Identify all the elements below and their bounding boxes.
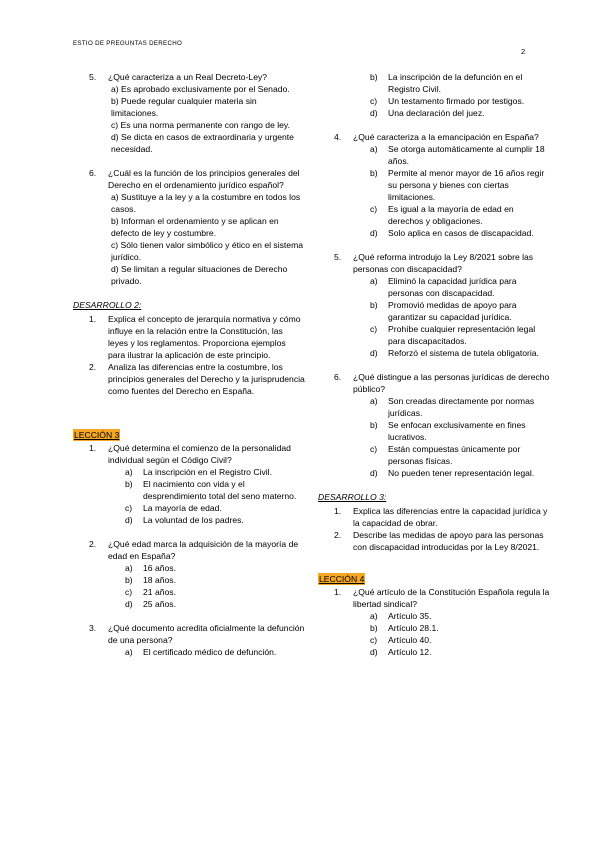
development-item — [318, 529, 550, 553]
left-column — [73, 71, 305, 670]
item-text: Describe las medidas de apoyo para las personas con discapacidad introducidas por la Ley 8/2021. — [353, 530, 544, 552]
question-number: 2. — [89, 539, 97, 549]
option-letter: b) — [370, 300, 378, 310]
option-letter: b) — [370, 420, 378, 430]
question-number: 1. — [89, 443, 97, 453]
option-text: Prohíbe cualquier representación legal para discapacitados. — [388, 324, 536, 346]
option-letter: c) — [125, 587, 133, 597]
option-d — [108, 514, 305, 526]
question-number: 5. — [334, 252, 342, 262]
option-b — [353, 71, 550, 95]
option-text: 16 años. — [143, 563, 176, 573]
option-letter: c) — [370, 204, 378, 214]
item-number: 2. — [334, 530, 342, 540]
lesson3-question-1 — [73, 442, 305, 526]
option-c — [353, 323, 550, 347]
option-a: a) Es aprobado exclusivamente por el Senado. — [111, 84, 290, 94]
option-letter: a) — [370, 276, 378, 286]
question-stem: ¿Qué artículo de la Constitución Española regula la libertad sindical? — [353, 587, 550, 609]
lesson3-question-6 — [318, 371, 550, 479]
option-text: Reforzó el sistema de tutela obligatoria. — [388, 348, 539, 358]
question-number: 6. — [334, 372, 342, 382]
option-letter: c) — [370, 96, 378, 106]
option-c — [108, 502, 305, 514]
option-letter: c) — [370, 635, 378, 645]
option-c — [353, 443, 550, 467]
option-text: 21 años. — [143, 587, 176, 597]
option-text: Artículo 35. — [388, 611, 432, 621]
question-stem: ¿Qué determina el comienzo de la personalidad individual según el Código Civil? — [108, 443, 291, 465]
option-letter: a) — [125, 647, 133, 657]
option-a — [353, 275, 550, 299]
document-header: ESTIO DE PREGUNTAS DERECHO — [73, 40, 183, 47]
option-text: Una declaración del juez. — [388, 108, 485, 118]
option-d — [353, 467, 550, 479]
question-stem: ¿Cuál es la función de los principios generales del Derecho en el ordenamiento jurídico español? — [108, 168, 300, 190]
option-a — [108, 646, 305, 658]
option-d: d) Se limitan a regular situaciones de Derecho privado. — [111, 264, 288, 286]
option-text: El nacimiento con vida y el desprendimiento total del seno materno. — [143, 479, 297, 501]
section-heading-desarrollo-2: DESARROLLO 2: — [73, 300, 142, 310]
question-number: 1. — [334, 587, 342, 597]
development-item — [318, 505, 550, 529]
option-c — [108, 586, 305, 598]
option-text: La mayoría de edad. — [143, 503, 222, 513]
question-number: 3. — [89, 623, 97, 633]
option-text: Artículo 28.1. — [388, 623, 439, 633]
question-number: 5. — [89, 72, 97, 82]
question-stem: ¿Qué reforma introdujo la Ley 8/2021 sobre las personas con discapacidad? — [353, 252, 534, 274]
option-b: b) Informan el ordenamiento y se aplican en defecto de ley y costumbre. — [111, 216, 279, 238]
question-stem: ¿Qué caracteriza a la emancipación en España? — [353, 132, 539, 142]
lesson-3-heading: LECCIÓN 3 — [74, 430, 120, 440]
lesson-4-heading: LECCIÓN 4 — [319, 574, 365, 584]
option-text: No pueden tener representación legal. — [388, 468, 535, 478]
option-text: Son creadas directamente por normas jurídicas. — [388, 396, 535, 418]
option-letter: b) — [125, 575, 133, 585]
option-letter: d) — [125, 599, 133, 609]
right-column — [318, 71, 550, 670]
option-letter: d) — [370, 108, 378, 118]
option-a: a) Sustituye a la ley y a la costumbre en todos los casos. — [111, 192, 301, 214]
option-text: Se otorga automáticamente al cumplir 18 años. — [388, 144, 545, 166]
option-letter: d) — [370, 468, 378, 478]
option-letter: b) — [370, 168, 378, 178]
option-text: La voluntad de los padres. — [143, 515, 244, 525]
option-text: Están compuestas únicamente por personas físicas. — [388, 444, 521, 466]
option-text: Se enfocan exclusivamente en fines lucrativos. — [388, 420, 526, 442]
option-letter: b) — [125, 479, 133, 489]
option-text: Solo aplica en casos de discapacidad. — [388, 228, 534, 238]
option-c — [353, 634, 550, 646]
item-number: 2. — [89, 362, 97, 372]
option-text: Artículo 12. — [388, 647, 432, 657]
option-a — [353, 395, 550, 419]
option-b — [353, 167, 550, 203]
option-d — [353, 347, 550, 359]
option-text: Promovió medidas de apoyo para garantizar su capacidad jurídica. — [388, 300, 517, 322]
option-letter: d) — [370, 647, 378, 657]
option-text: 18 años. — [143, 575, 176, 585]
option-d — [353, 646, 550, 658]
option-text: Es igual a la mayoría de edad en derechos y obligaciones. — [388, 204, 514, 226]
option-letter: d) — [125, 515, 133, 525]
question-stem: ¿Qué documento acredita oficialmente la defunción de una persona? — [108, 623, 305, 645]
question-6 — [73, 167, 305, 287]
question-number: 4. — [334, 132, 342, 142]
option-b — [353, 299, 550, 323]
option-text: Un testamento firmado por testigos. — [388, 96, 525, 106]
option-a — [108, 562, 305, 574]
option-c: c) Es una norma permanente con rango de ley. — [111, 120, 290, 130]
option-d: d) Se dicta en casos de extraordinaria y urgente necesidad. — [111, 132, 294, 154]
option-letter: a) — [125, 467, 133, 477]
item-text: Analiza las diferencias entre la costumbre, los principios generales del Derecho y la jurisprudencia como fuentes del Derecho en España. — [108, 362, 305, 396]
option-letter: c) — [125, 503, 133, 513]
section-heading-desarrollo-3: DESARROLLO 3: — [318, 492, 387, 502]
option-c — [353, 95, 550, 107]
option-a — [353, 143, 550, 167]
question-5 — [73, 71, 305, 155]
option-b — [353, 622, 550, 634]
question-stem: ¿Qué caracteriza a un Real Decreto-Ley? — [108, 72, 268, 82]
option-text: La inscripción de la defunción en el Registro Civil. — [388, 72, 523, 94]
question-stem: ¿Qué edad marca la adquisición de la mayoría de edad en España? — [108, 539, 299, 561]
option-c — [353, 203, 550, 227]
lesson3-question-3 — [73, 622, 305, 658]
option-b — [108, 478, 305, 502]
option-text: Permite al menor mayor de 16 años regir su persona y bienes con ciertas limitaciones. — [388, 168, 545, 202]
option-a — [353, 610, 550, 622]
question-number: 6. — [89, 168, 97, 178]
development-item — [73, 361, 305, 397]
option-letter: a) — [370, 144, 378, 154]
lesson3-question-4 — [318, 131, 550, 239]
option-letter: b) — [370, 623, 378, 633]
option-letter: b) — [370, 72, 378, 82]
lesson3-question-3-continued — [318, 71, 550, 119]
page-number: 2 — [521, 47, 526, 56]
option-letter: a) — [125, 563, 133, 573]
item-text: Explica las diferencias entre la capacidad jurídica y la capacidad de obrar. — [353, 506, 548, 528]
option-b — [353, 419, 550, 443]
option-letter: c) — [370, 444, 378, 454]
item-text: Explica el concepto de jerarquía normativa y cómo influye en la relación entre la Constitución, las leyes y los reglamentos. Proporciona ejemplos para ilustrar la aplicación de este principio. — [108, 314, 301, 360]
option-text: La inscripción en el Registro Civil. — [143, 467, 272, 477]
item-number: 1. — [334, 506, 342, 516]
option-text: Artículo 40. — [388, 635, 432, 645]
option-d — [353, 107, 550, 119]
development-item — [73, 313, 305, 361]
lesson3-question-2 — [73, 538, 305, 610]
lesson4-question-1 — [318, 586, 550, 658]
option-b — [108, 574, 305, 586]
item-number: 1. — [89, 314, 97, 324]
option-letter: a) — [370, 396, 378, 406]
option-text: Eliminó la capacidad jurídica para personas con discapacidad. — [388, 276, 517, 298]
option-b: b) Puede regular cualquier materia sin limitaciones. — [111, 96, 257, 118]
option-d — [108, 598, 305, 610]
option-text: El certificado médico de defunción. — [143, 647, 277, 657]
option-d — [353, 227, 550, 239]
question-stem: ¿Qué distingue a las personas jurídicas de derecho público? — [353, 372, 550, 394]
lesson3-question-5 — [318, 251, 550, 359]
option-a — [108, 466, 305, 478]
option-c: c) Sólo tienen valor simbólico y ético en el sistema jurídico. — [111, 240, 304, 262]
option-letter: d) — [370, 228, 378, 238]
option-text: 25 años. — [143, 599, 176, 609]
option-letter: c) — [370, 324, 378, 334]
option-letter: d) — [370, 348, 378, 358]
option-letter: a) — [370, 611, 378, 621]
